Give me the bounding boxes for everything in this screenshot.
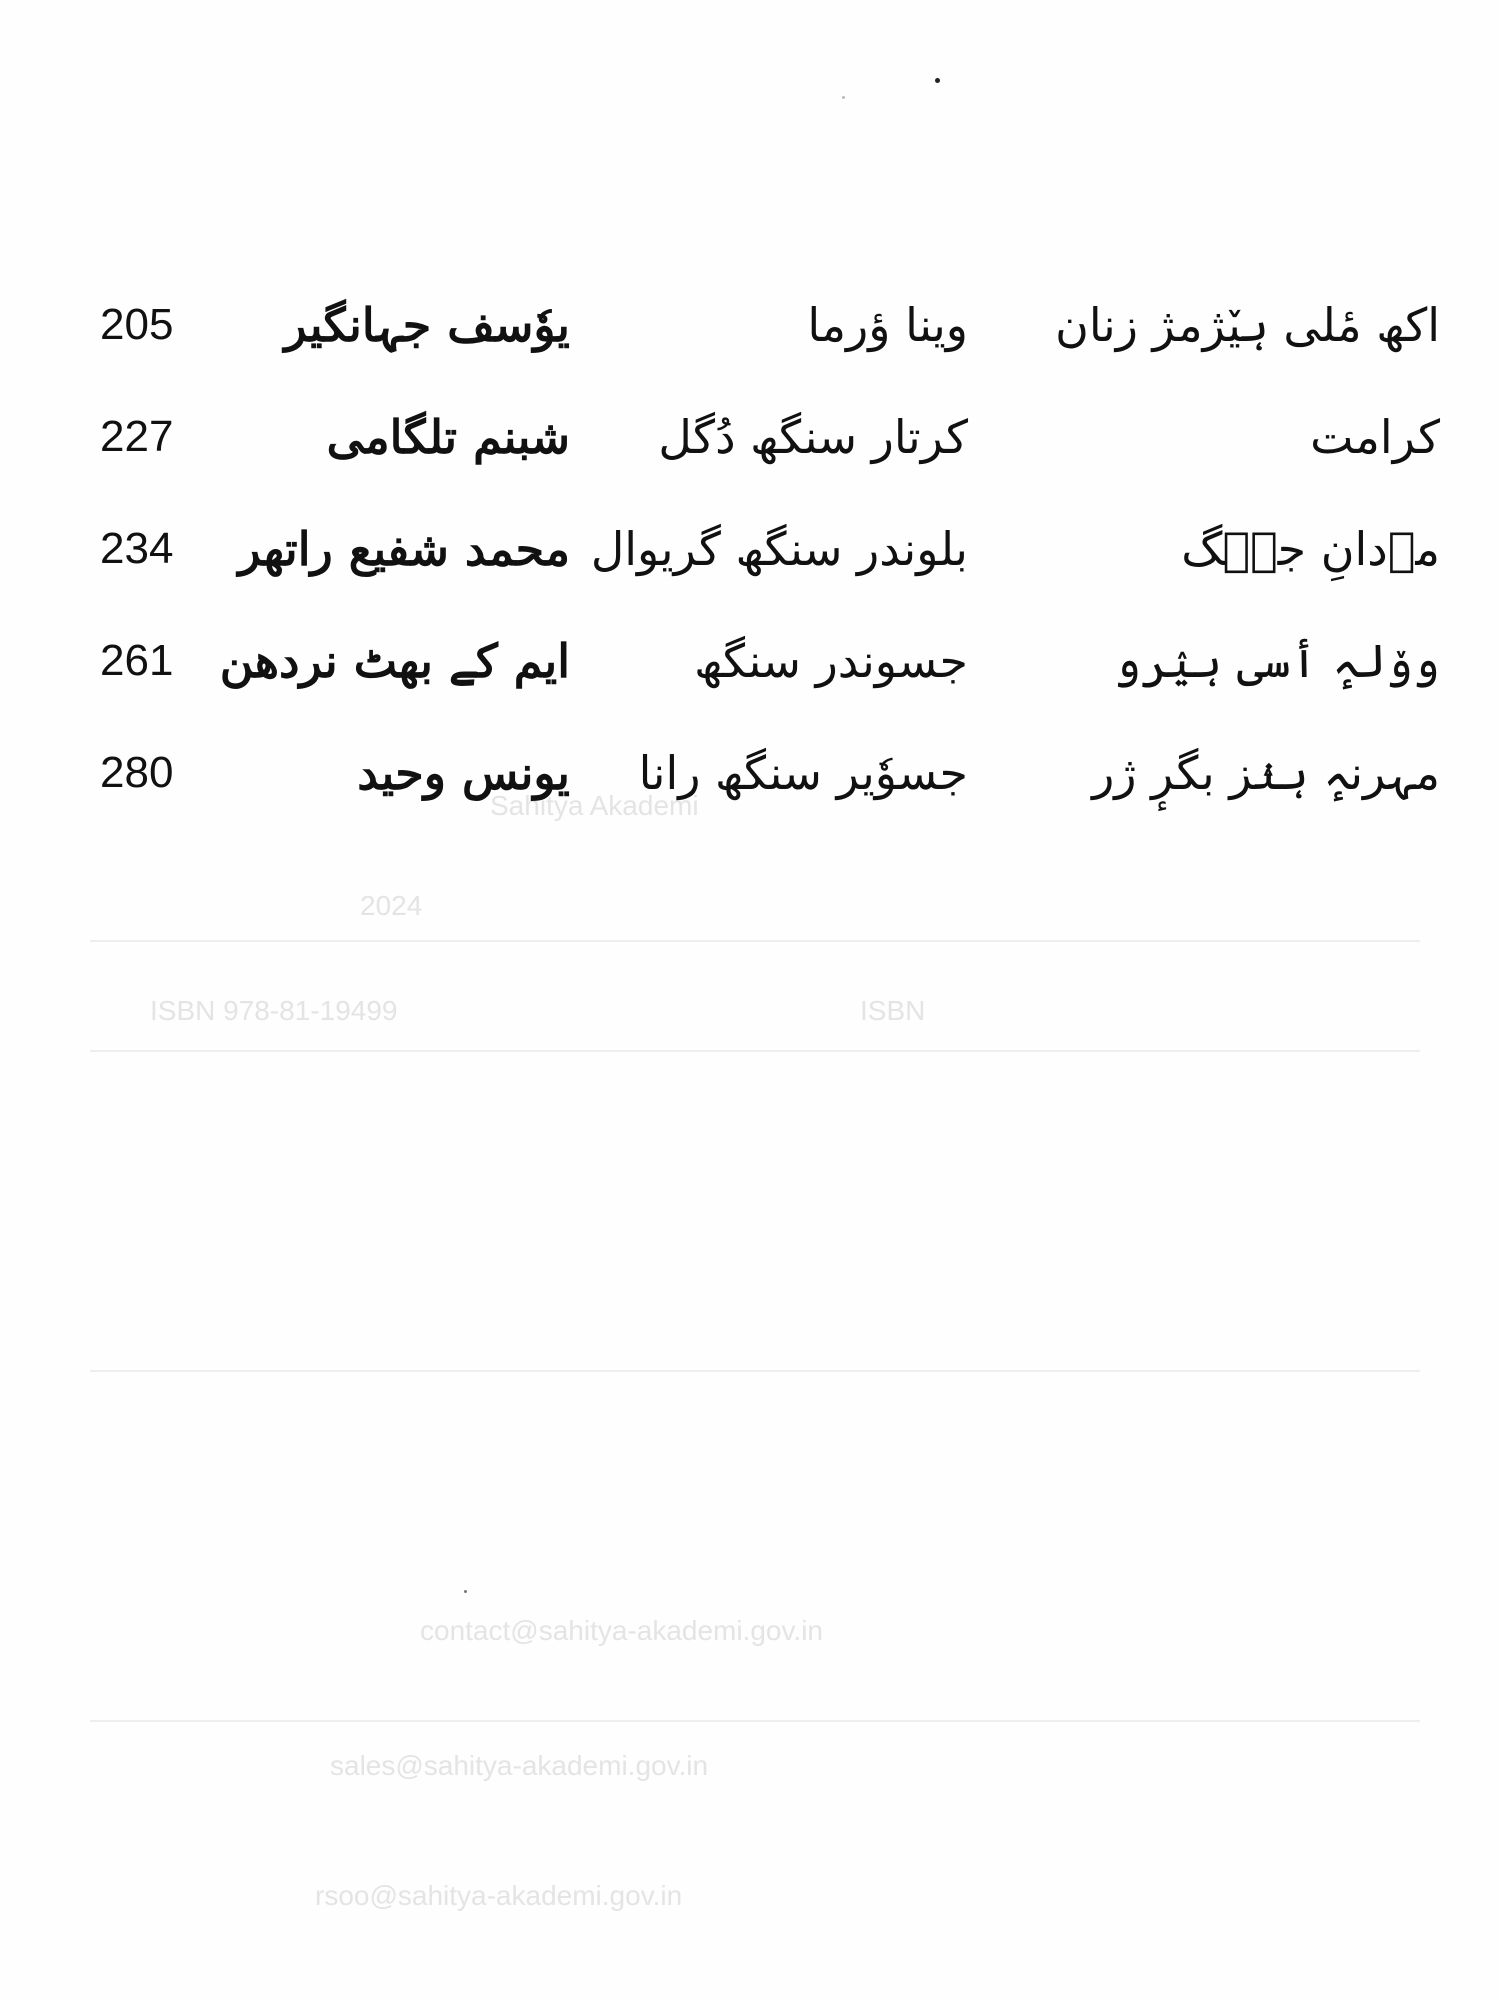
page-number: 234 — [100, 524, 174, 573]
story-translator: یونس وحید — [357, 746, 570, 800]
contents-table — [100, 290, 1440, 850]
ghost-text-email-2: sales@sahitya-akademi.gov.in — [330, 1750, 709, 1781]
story-title: کرامت — [1310, 410, 1440, 464]
story-translator: شبنم تلگامی — [326, 410, 570, 464]
story-translator: یوٗسف جہانگیر — [284, 298, 570, 352]
contents-row — [100, 402, 1440, 514]
contents-row — [100, 738, 1440, 850]
ghost-rule — [90, 1720, 1420, 1722]
contents-row — [100, 290, 1440, 402]
ghost-rule — [90, 940, 1420, 942]
story-author: بلوندر سنگھ گریوال — [590, 522, 968, 576]
scan-speck — [842, 96, 845, 99]
story-title: ووٚلہٕ أسی ہیٛرو — [1114, 634, 1440, 688]
story-translator: محمد شفیع راتھر — [238, 522, 570, 576]
contents-row — [100, 514, 1440, 626]
scan-speck — [464, 1590, 467, 1593]
story-title: مٲدانِ جنٛگ — [1181, 522, 1440, 576]
ghost-text-publisher: Sahitya Akademi — [490, 790, 699, 821]
ghost-text-email-1: contact@sahitya-akademi.gov.in — [420, 1615, 823, 1646]
ink-speck — [935, 78, 940, 83]
ghost-rule — [90, 1370, 1420, 1372]
story-title: مہرنہٕ ہنٛز بگرٕ ژر — [1092, 746, 1440, 800]
ghost-text-year: 2024 — [360, 890, 423, 921]
contents-row — [100, 626, 1440, 738]
story-author: جسوندر سنگھ — [694, 634, 968, 688]
story-author: جسوٗیر سنگھ رانا — [638, 746, 968, 800]
story-title: اکھ مٔلی ہیٚژمژ زنان — [1055, 298, 1440, 352]
story-translator: ایم کے بھٹ نردھن — [219, 634, 570, 688]
ghost-rule — [90, 1050, 1420, 1052]
page-number: 205 — [100, 300, 174, 349]
ghost-text-email-3: rsoo@sahitya-akademi.gov.in — [315, 1880, 683, 1911]
ghost-text-isbn: ISBN 978-81-19499 — [150, 995, 398, 1026]
story-author: وینا ؤرما — [807, 298, 968, 352]
page-number: 227 — [100, 412, 174, 461]
page-number: 261 — [100, 636, 174, 685]
story-author: کرتار سنگھ دُگل — [658, 410, 968, 464]
page-number: 280 — [100, 748, 174, 797]
bleed-through-area — [90, 790, 1420, 1970]
ghost-text-isbn-label: ISBN — [860, 995, 926, 1026]
